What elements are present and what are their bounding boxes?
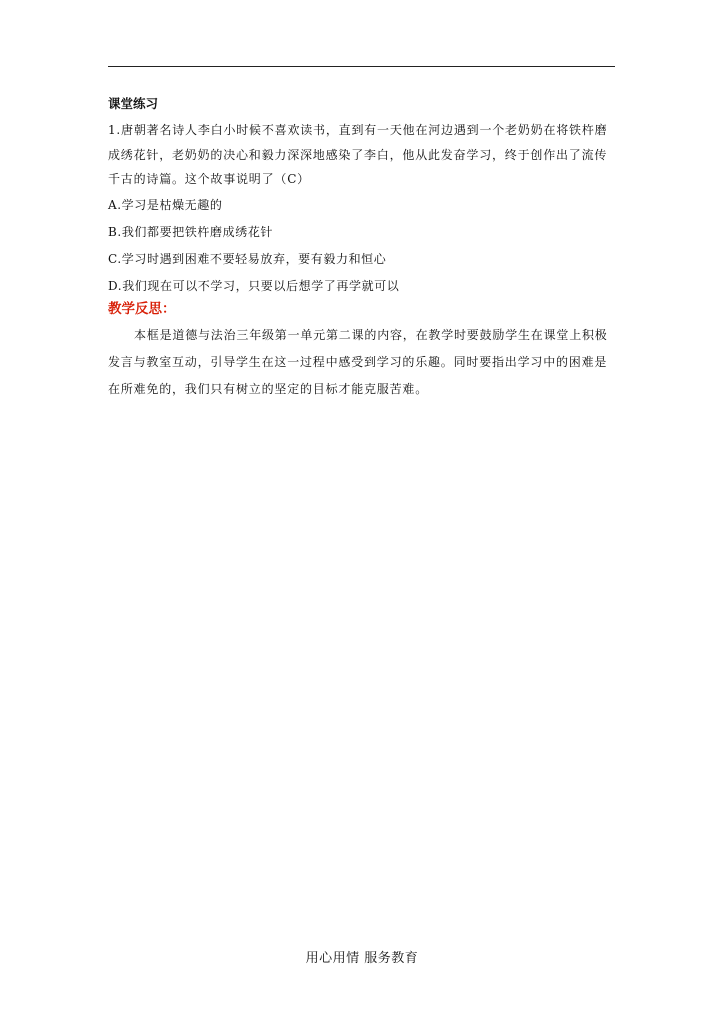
page-footer: 用心用情 服务教育 (305, 951, 419, 966)
option-a: A.学习是枯燥无趣的 (108, 197, 223, 212)
question-block (108, 118, 618, 192)
question-line: 1.唐朝著名诗人李白小时候不喜欢读书，直到有一天他在河边遇到一个老奶奶在将铁杵磨 (108, 123, 608, 137)
options-list (108, 192, 618, 300)
reflection-line: 发言与教室互动，引导学生在这一过程中感受到学习的乐趣。同时要指出学习中的困难是 (108, 354, 608, 369)
option-d: D.我们现在可以不学习，只要以后想学了再学就可以 (108, 278, 400, 293)
question-line: 成绣花针，老奶奶的决心和毅力深深地感染了李白，他从此发奋学习，终于创作出了流传 (108, 147, 608, 162)
header-rule (108, 66, 615, 67)
reflection-line: 本框是道德与法治三年级第一单元第二课的内容，在教学时要鼓励学生在课堂上积极 (134, 327, 608, 342)
page-content (108, 97, 618, 403)
option-b: B.我们都要把铁杵磨成绣花针 (108, 224, 274, 239)
section-title: 课堂练习 (108, 96, 159, 111)
reflection-title: 教学反思： (108, 300, 176, 317)
reflection-line: 在所难免的，我们只有树立的坚定的目标才能克服苦难。 (108, 381, 429, 396)
option-c: C.学习时遇到困难不要轻易放弃，要有毅力和恒心 (108, 251, 387, 266)
question-line: 千古的诗篇。这个故事说明了（C） (108, 172, 310, 186)
reflection-body (108, 322, 618, 403)
